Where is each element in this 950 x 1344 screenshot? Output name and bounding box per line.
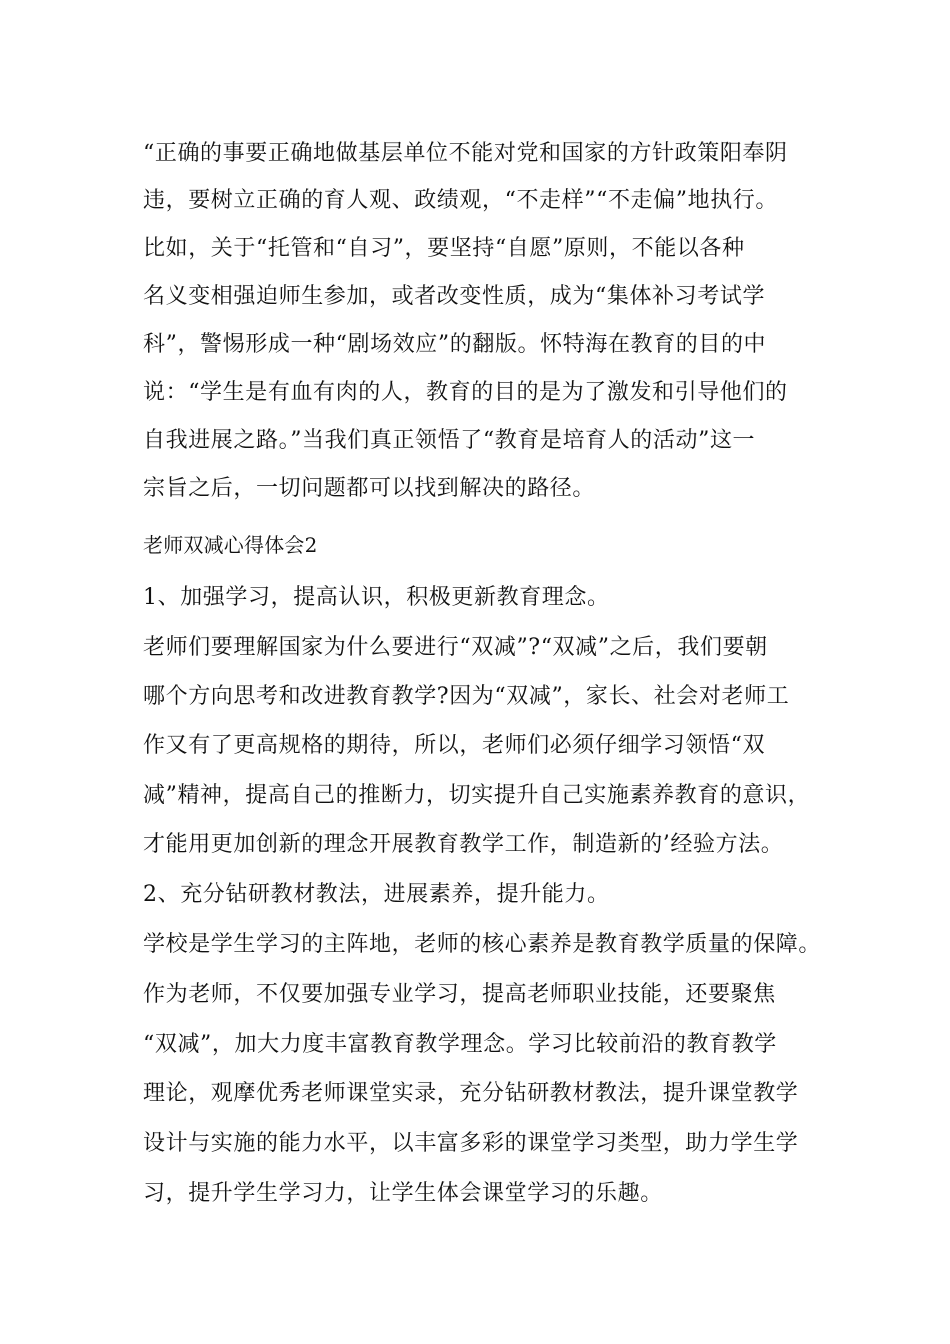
text-line: 作为老师，不仅要加强专业学习，提高老师职业技能，还要聚焦: [143, 982, 776, 1007]
text-line: 自我进展之路。”当我们真正领悟了“教育是培育人的活动”这一: [143, 428, 756, 453]
text-line: “正确的事要正确地做基层单位不能对党和国家的方针政策阳奉阴: [143, 141, 788, 166]
text-line: 老师们要理解国家为什么要进行“双减”?“双减”之后，我们要朝: [143, 635, 768, 660]
text-line: 违，要树立正确的育人观、政绩观，“不走样”“不走偏”地执行。: [143, 188, 778, 213]
text-line: “双减”，加大力度丰富教育教学理念。学习比较前沿的教育教学: [143, 1032, 777, 1057]
text-line: 科”，警惕形成一种“剧场效应”的翻版。怀特海在教育的目的中: [143, 332, 767, 357]
text-line: 哪个方向思考和改进教育教学?因为“双减”，家长、社会对老师工: [143, 684, 790, 709]
text-line: 作又有了更高规格的期待，所以，老师们必须仔细学习领悟“双: [143, 733, 766, 758]
text-line: 才能用更加创新的理念开展教育教学工作，制造新的’经验方法。: [143, 832, 784, 857]
numbered-item: 1、加强学习，提高认识，积极更新教育理念。: [143, 585, 610, 610]
text-line: 理论，观摩优秀老师课堂实录，充分钻研教材教法，提升课堂教学: [143, 1081, 799, 1106]
section-heading: 老师双减心得体会2: [143, 533, 318, 557]
text-line: 说：“学生是有血有肉的人，教育的目的是为了激发和引导他们的: [143, 380, 788, 405]
text-line: 学校是学生学习的主阵地，老师的核心素养是教育教学质量的保障。: [143, 932, 822, 957]
text-line: 名义变相强迫师生参加，或者改变性质，成为“集体补习考试学: [143, 284, 766, 309]
text-line: 减”精神，提高自己的推断力，切实提升自己实施素养教育的意识，: [143, 783, 811, 808]
text-line: 宗旨之后，一切问题都可以找到解决的路径。: [143, 476, 596, 501]
text-line: 比如，关于“托管和“自习”，要坚持“自愿”原则，不能以各种: [143, 236, 745, 261]
numbered-item: 2、充分钻研教材教法，进展素养，提升能力。: [143, 882, 610, 907]
text-line: 设计与实施的能力水平，以丰富多彩的课堂学习类型，助力学生学: [143, 1131, 799, 1156]
text-line: 习，提升学生学习力，让学生体会课堂学习的乐趣。: [143, 1181, 663, 1206]
